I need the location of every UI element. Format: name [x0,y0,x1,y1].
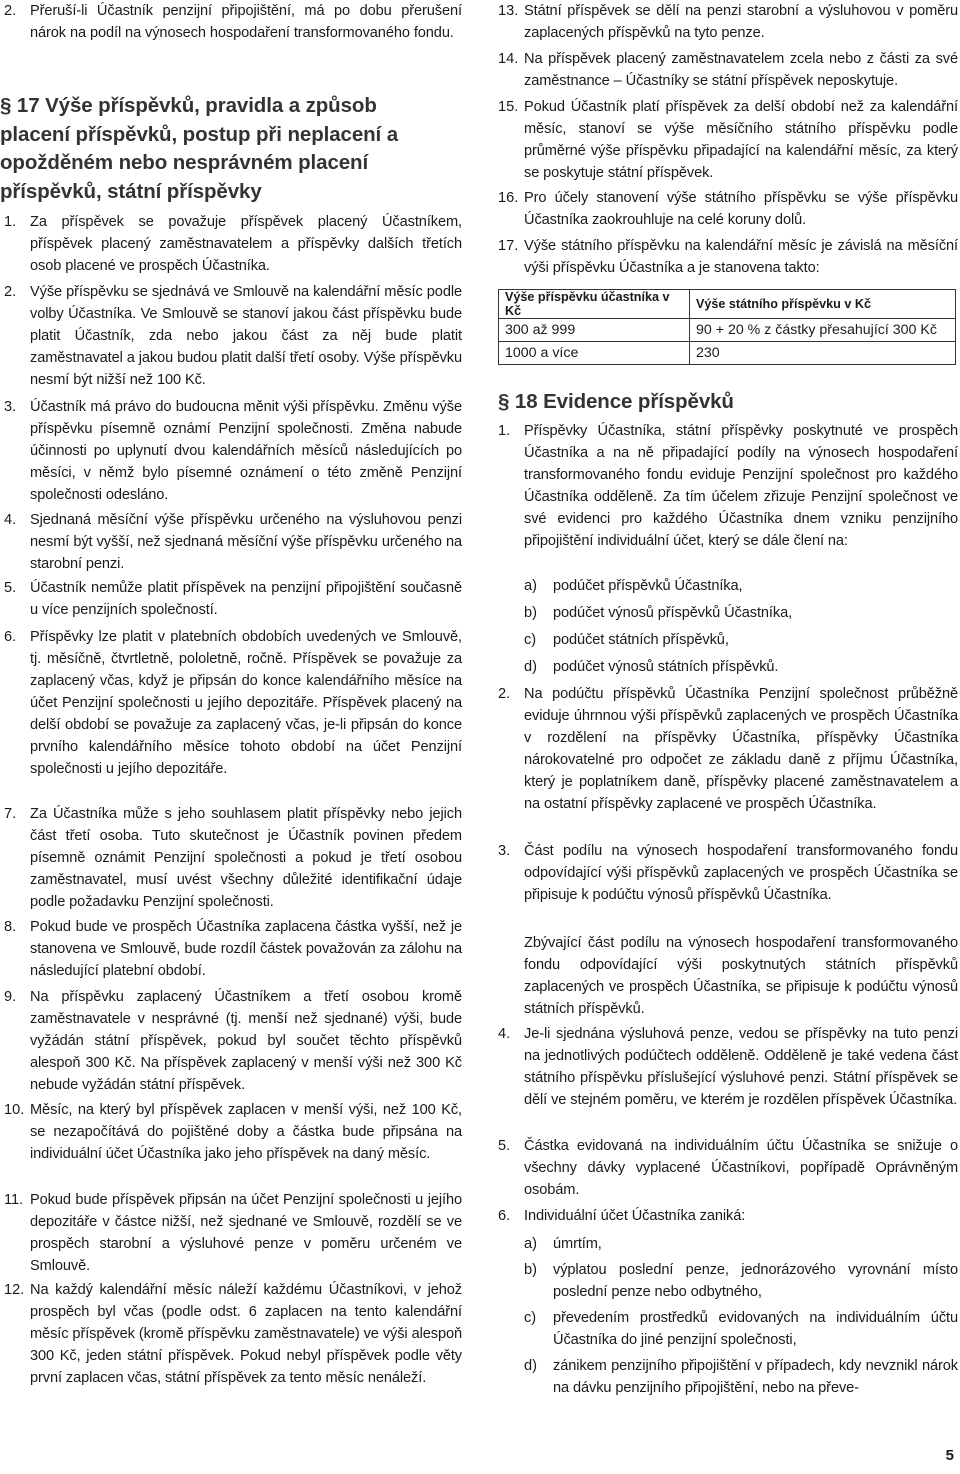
item-num: 5. [4,580,17,596]
item-num: 11. [4,1192,24,1208]
item-num: 1. [4,214,17,230]
section-17-item-16: Pro účely stanovení výše státního příspěvku se výše příspěvku Účastníka zaokrouhluje na celé koruny dolů. [524,190,958,228]
section-18-item-3-continuation: Zbývající část podílu na výnosech hospodaření transformovaného fondu odpovídající výši poskytnutých státních příspěvků zaplacených ve prospěch Účastníka, se připisuje k podúčtu výnosů státních příspěvků. [524,935,958,1017]
item-num: 10. [4,1102,25,1118]
table-header: Výše příspěvku účastníka v Kč [499,290,690,319]
section-17-item-11: Pokud bude příspěvek připsán na účet Penzijní společnosti u jejího depozitáře v částce nižší, než sjednané ve Smlouvě, rozdělí se ve prospěch starobní a výsluhové penze v poměru určeném ve Smlouvě. [30,1192,462,1274]
item-num: 5. [498,1138,511,1154]
section-18-item-2: Na podúčtu příspěvků Účastníka Penzijní společnost průběžně eviduje úhrnnou výši příspěvků zaplacených ve prospěch Účastníka v rozdělení na příspěvky Účastníka, příspěvky Účastníka nárokovatelné pro odpočet ze základu daně z příjmu Účastníka, který je poplatníkem daně, příspěvky placené zaměstnavatelem a na ostatní příspěvky zaplacené ve prospěch Účastníka. [524,686,958,812]
item-num: 12. [4,1282,25,1298]
sub-item-a: úmrtím, [553,1236,602,1252]
sub-item-c: převedením prostředků evidovaných na individuálním účtu Účastníka do jiné penzijní společnosti, [553,1310,958,1348]
table-row [499,342,956,365]
section-17-title: § 17 Výše příspěvků, pravidla a způsob placení příspěvků, postup při neplacení a opožděném nebo nesprávném placení příspěvků, státní příspěvky [0,94,399,203]
table-cell: 1000 a více [499,342,690,365]
state-contribution-table [498,289,956,365]
item-num: 13. [498,3,519,19]
section-18-title: § 18 Evidence příspěvků [498,390,734,413]
section-17-item-8: Pokud bude ve prospěch Účastníka zaplacena částka vyšší, než je stanovena ve Smlouvě, bude rozdíl částek považován za zálohu na následující platební období. [30,919,462,979]
item-num: 3. [4,399,17,415]
sub-num: d) [524,1358,537,1374]
section-17-item-9: Na příspěvku zaplacený Účastníkem a třetí osobou kromě zaměstnavatele v nesprávné (tj. menší než sjednané) výši, bude vyžádán státní příspěvek, pokud byl součet těchto příspěvků alespoň 300 Kč. Na příspěvek zaplacený v menší výši než 300 Kč nebude vyžádán státní příspěvek. [30,989,462,1093]
table-header-row [499,290,956,319]
section-18-item-3: Část podílu na výnosech hospodaření transformovaného fondu odpovídající výši příspěvků zaplacených ve prospěch Účastníka se připisuje k podúčtu výnosů příspěvků Účastníka. [524,843,958,903]
item-num: 16. [498,190,519,206]
sub-num: b) [524,1262,537,1278]
section-18-item-5: Částka evidovaná na individuálním účtu Účastníka se snižuje o všechny dávky vyplacené Účastníkovi, popřípadě Oprávněným osobám. [524,1138,958,1198]
section-17-item-6: Příspěvky lze platit v platebních obdobích uvedených ve Smlouvě, tj. měsíčně, čtvrtletně, pololetně, ročně. Příspěvek se považuje za zaplacený včas, když je připsán do konce kalendářního měsíce na účet Penzijní společnosti u jejího depozitáře. Příspěvek placený na delší období se považuje za zaplacený včas, je-li připsán do konce prvního kalendářního měsíce tohoto období na účet Penzijní společnosti u jejího depozitáře. [30,629,462,777]
item-num: 2. [498,686,511,702]
table-cell: 230 [690,342,956,365]
table-row [499,319,956,342]
sub-item-b: podúčet výnosů příspěvků Účastníka, [553,605,793,621]
section-17-item-17: Výše státního příspěvku na kalendářní měsíc je závislá na měsíční výši příspěvku Účastníka a je stanovena takto: [524,238,958,276]
item-num: 4. [4,512,17,528]
section-17-item-4: Sjednaná měsíční výše příspěvku určeného na výsluhovou penzi nesmí být vyšší, než sjednaná měsíční výše příspěvku určeného na starobní penzi. [30,512,462,572]
table-cell: 90 + 20 % z částky přesahující 300 Kč [690,319,956,342]
sub-item-d: podúčet výnosů státních příspěvků. [553,659,779,675]
item-num: 4. [498,1026,511,1042]
table-cell: 300 až 999 [499,319,690,342]
section-17-item-15: Pokud Účastník platí příspěvek za delší období než za kalendářní měsíc, stanoví se výše měsíčního státního příspěvku podle průměrné výše příspěvku připadající na kalendářní měsíc, za který se poskytuje státní příspěvek. [524,99,958,181]
item-num: 6. [498,1208,511,1224]
sub-item-d: zánikem penzijního připojištění v případech, kdy nevznikl nárok na dávku penzijního připojištění, nebo na převe- [553,1358,958,1396]
section-17-item-14: Na příspěvek placený zaměstnavatelem zcela nebo z části za své zaměstnance – Účastníky se státní příspěvek neposkytuje. [524,51,958,89]
sub-item-b: výplatou poslední penze, jednorázového vyrovnání místo poslední penze nebo odbytného, [553,1262,958,1300]
item-num: 9. [4,989,17,1005]
sub-num: b) [524,605,537,621]
sub-num: a) [524,1236,537,1252]
item-num: 14. [498,51,519,67]
item-num: 6. [4,629,17,645]
table-header: Výše státního příspěvku v Kč [690,290,956,319]
section-17-item-12: Na každý kalendářní měsíc náleží každému Účastníkovi, v jehož prospěch byl včas (podle odst. 6 zaplacen na tento kalendářní měsíc příspěvek (kromě příspěvku zaměstnavatele) ve výši alespoň 300 Kč, jeden státní příspěvek. Pokud nebyl příspěvek podle věty první zaplacen včas, státní příspěvek za tento měsíc nenáleží. [30,1282,462,1386]
item-num: 1. [498,423,511,439]
section-18-item-4: Je-li sjednána výsluhová penze, vedou se příspěvky na tuto penzi na jednotlivých podúčtech odděleně. Odděleně je také vedena část státního příspěvku příslušející výsluhové penzi. Státní příspěvek se dělí ve stejném poměru, ve kterém je rozdělen příspěvek Účastníka. [524,1026,958,1108]
item-num: 2. [4,284,17,300]
item-num: 8. [4,919,17,935]
intro-paragraph: Přeruší-li Účastník penzijní připojištění, má po dobu přerušení nárok na podíl na výnosech hospodaření transformovaného fondu. [30,3,462,41]
sub-num: a) [524,578,537,594]
section-17-item-1: Za příspěvek se považuje příspěvek placený Účastníkem, příspěvek placený zaměstnavatelem a příspěvky dalších třetích osob placené ve prospěch Účastníka. [30,214,462,274]
item-num: 17. [498,238,519,254]
sub-num: c) [524,632,537,648]
section-18-item-1: Příspěvky Účastníka, státní příspěvky poskytnuté ve prospěch Účastníka a na ně připadající podíly na výnosech hospodaření transformovaného fondu eviduje Penzijní společnost pro každého Účastníka odděleně. Za tím účelem zřizuje Penzijní společnost ve své evidenci pro každého Účastníka dnem vzniku penzijního připojištění individuální účet, který se dále člení na: [524,423,958,549]
section-17-item-13: Státní příspěvek se dělí na penzi starobní a výsluhovou v poměru zaplacených příspěvků na tyto penze. [524,3,958,41]
item-num: 7. [4,806,17,822]
page-number: 5 [945,1447,954,1464]
sub-item-c: podúčet státních příspěvků, [553,632,729,648]
section-17-item-7: Za Účastníka může s jeho souhlasem platit příspěvky nebo jejich část třetí osoba. Tuto skutečnost je Účastník povinen předem písemně oznámit Penzijní společnosti a pokud je třetí osobou zaměstnavatel, musí uvést všechny důležité identifikační údaje podle požadavku Penzijní společnosti. [30,806,462,910]
section-18-item-6: Individuální účet Účastníka zaniká: [524,1208,746,1224]
intro-num: 2. [4,3,17,19]
item-num: 3. [498,843,511,859]
sub-item-a: podúčet příspěvků Účastníka, [553,578,743,594]
section-17-item-3: Účastník má právo do budoucna měnit výši příspěvku. Změnu výše příspěvku písemně oznámí Penzijní společnosti. Změna nabude účinnosti po uplynutí dvou kalendářních měsíců následujících po měsíci, v němž bylo písemné oznámení o této změně Penzijní společnosti odesláno. [30,399,462,503]
item-num: 15. [498,99,519,115]
sub-num: d) [524,659,537,675]
section-17-item-10: Měsíc, na který byl příspěvek zaplacen v menší výši, než 100 Kč, se nezapočítává do pojištěné doby a částka bude připsána na individuální účet Účastníka jako jeho příspěvek na daný měsíc. [30,1102,462,1162]
sub-num: c) [524,1310,537,1326]
section-17-item-2: Výše příspěvku se sjednává ve Smlouvě na kalendářní měsíc podle volby Účastníka. Ve Smlouvě se stanoví jakou část příspěvku bude platit Účastník, zda nebo jakou část za něj bude platit zaměstnavatel a jakou budou platit další třetí osoby. Výše příspěvku nesmí být nižší než 100 Kč. [30,284,462,388]
section-17-item-5: Účastník nemůže platit příspěvek na penzijní připojištění současně u více penzijních společností. [30,580,462,618]
